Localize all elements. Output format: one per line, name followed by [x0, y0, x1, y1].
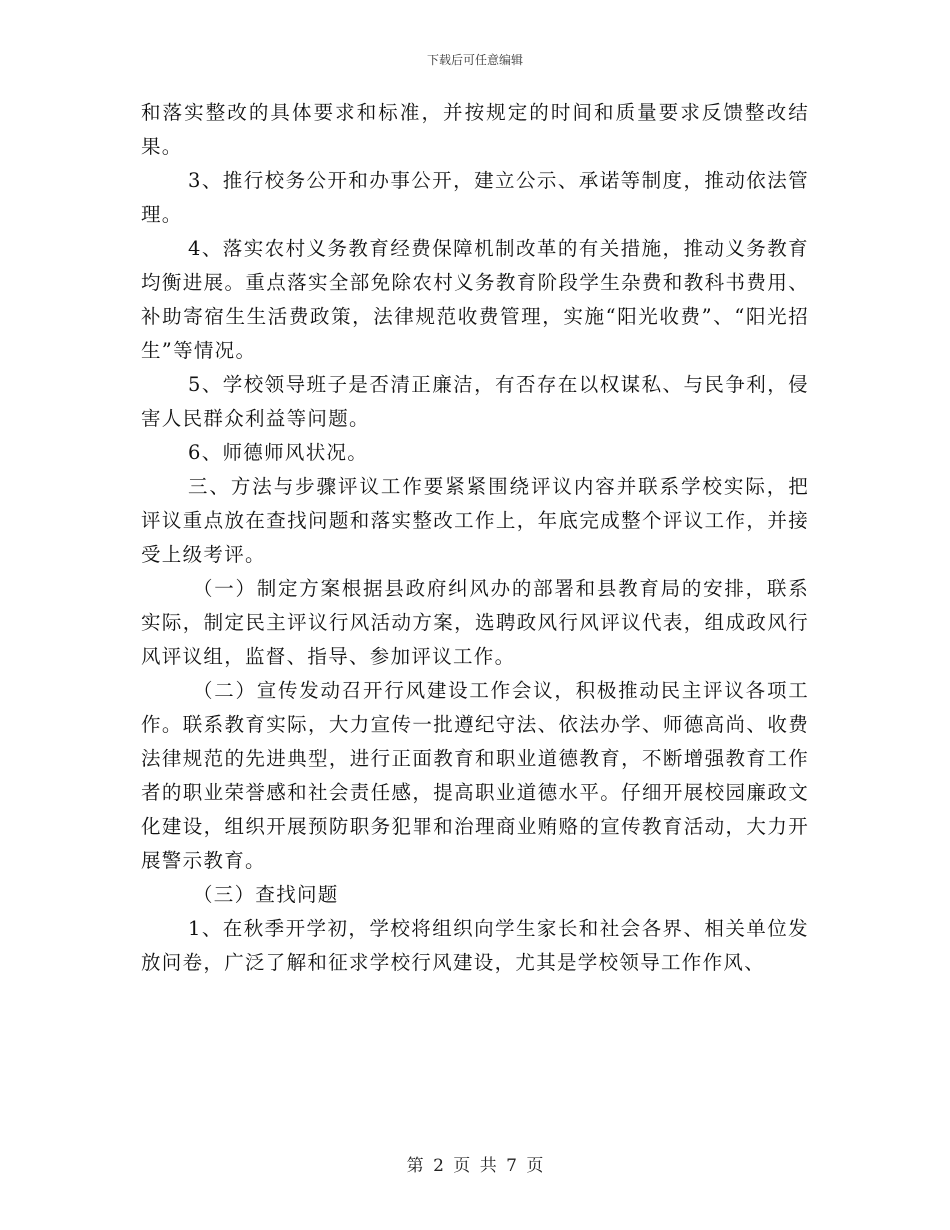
paragraph-item-3: 3、推行校务公开和办事公开，建立公示、承诺等制度，推动依法管理。 [141, 169, 809, 226]
paragraph-item-6: 6、师德师风状况。 [188, 441, 369, 464]
paragraph-continuation: 和落实整改的具体要求和标准，并按规定的时间和质量要求反馈整改结果。 [141, 101, 809, 158]
paragraph-item-4: 4、落实农村义务教育经费保障机制改革的有关措施，推动义务教育均衡进展。重点落实全部免除农村义务教育阶段学生杂费和教科书费用、补助寄宿生生活费政策，法律规范收费管理，实施“阳光收费”、“阳光招生”等情况。 [141, 237, 809, 362]
page-footer: 第 2 页 共 7 页 [406, 1156, 544, 1176]
paragraph-subsection-3-item-1: 1、在秋季开学初，学校将组织向学生家长和社会各界、相关单位发放问卷，广泛了解和征求学校行风建设，尤其是学校领导工作作风、 [141, 917, 809, 974]
paragraph-subsection-1: （一）制定方案根据县政府纠风办的部署和县教育局的安排，联系实际，制定民主评议行风活动方案，选聘政风行风评议代表，组成政风行风评议组，监督、指导、参加评议工作。 [141, 577, 809, 668]
paragraph-item-5: 5、学校领导班子是否清正廉洁，有否存在以权谋私、与民争利，侵害人民群众利益等问题。 [141, 373, 809, 430]
paragraph-subsection-3-heading: （三）查找问题 [193, 883, 339, 906]
paragraph-subsection-2: （二）宣传发动召开行风建设工作会议，积极推动民主评议各项工作。联系教育实际，大力宣传一批遵纪守法、依法办学、师德高尚、收费法律规范的先进典型，进行正面教育和职业道德教育，不断增强教育工作者的职业荣誉感和社会责任感，提高职业道德水平。仔细开展校园廉政文化建设，组织开展预防职务犯罪和治理商业贿赂的宣传教育活动，大力开展警示教育。 [141, 679, 809, 872]
document-body [141, 96, 809, 980]
paragraph-section-3: 三、方法与步骤评议工作要紧紧围绕评议内容并联系学校实际，把评议重点放在查找问题和落实整改工作上，年底完成整个评议工作，并接受上级考评。 [141, 475, 809, 566]
page-header: 下载后可任意编辑 [426, 53, 523, 67]
